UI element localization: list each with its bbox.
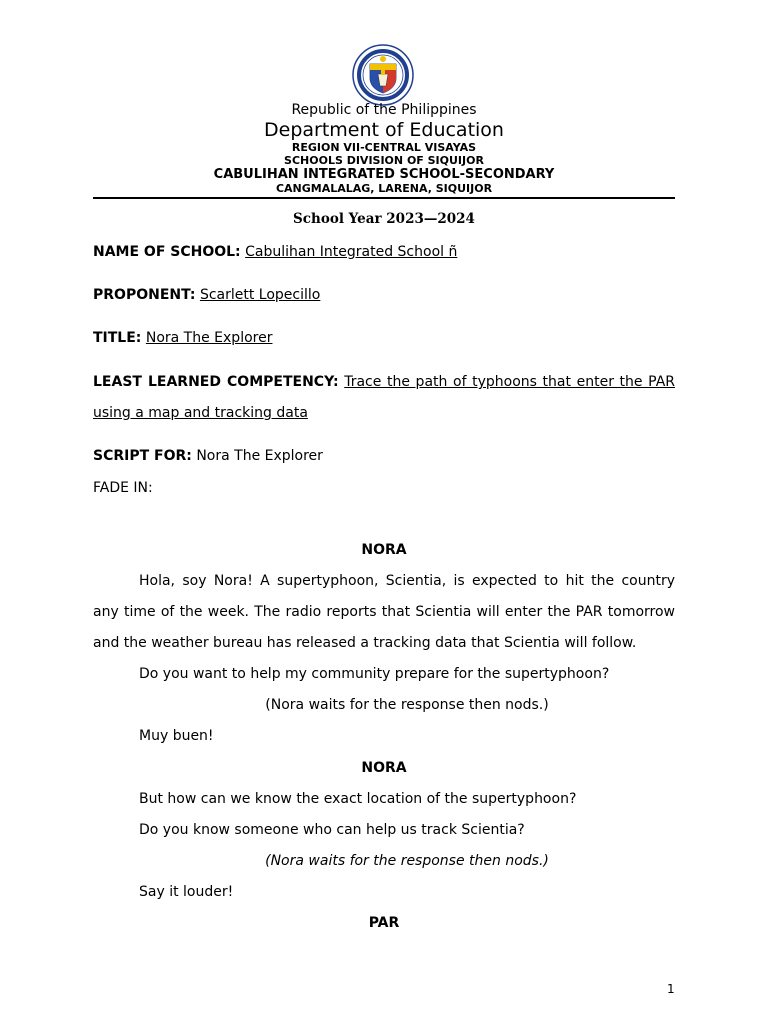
field-competency-continued (93, 404, 675, 422)
field-value: Scarlett Lopecillo (199, 287, 321, 303)
field-label: SCRIPT FOR: (93, 448, 192, 464)
address-heading: CANGMALALAG, LARENA, SIQUIJOR (275, 182, 493, 195)
stage-direction: (Nora waits for the response then nods.) (265, 697, 549, 713)
deped-seal-icon (348, 44, 418, 106)
dialogue-line: But how can we know the exact location of the supertyphoon? (139, 791, 577, 807)
field-value: Trace the path of typhoons that enter the PAR (344, 374, 675, 390)
school-heading: CABULIHAN INTEGRATED SCHOOL-SECONDARY (213, 167, 555, 182)
field-label: NAME OF SCHOOL: (93, 244, 241, 260)
stage-direction: (Nora waits for the response then nods.) (265, 853, 549, 869)
dialogue-line: Do you want to help my community prepare for the supertyphoon? (139, 666, 610, 682)
field-name-of-school (93, 243, 675, 261)
dialogue-line: Do you know someone who can help us track Scientia? (139, 822, 525, 838)
dialogue-line: Muy buen! (139, 728, 214, 744)
division-heading: SCHOOLS DIVISION OF SIQUIJOR (284, 154, 484, 167)
field-value: Cabulihan Integrated School ñ (245, 244, 458, 260)
field-competency (93, 373, 675, 391)
field-title (93, 329, 675, 347)
field-script-for (93, 447, 675, 465)
speaker-name: NORA (361, 542, 407, 558)
field-value: Nora The Explorer (196, 448, 323, 464)
field-label: TITLE: (93, 330, 142, 346)
field-value: using a map and tracking data (93, 405, 308, 421)
region-heading: REGION VII-CENTRAL VISAYAS (291, 141, 477, 154)
school-year: School Year 2023—2024 (293, 211, 475, 227)
republic-heading: Republic of the Philippines (291, 102, 477, 118)
field-proponent (93, 286, 675, 304)
speaker-name: NORA (361, 760, 407, 776)
dialogue-line: and the weather bureau has released a tracking data that Scientia will follow. (93, 635, 637, 651)
dialogue-line: any time of the week. The radio reports that Scientia will enter the PAR tomorrow (93, 604, 675, 620)
speaker-name: PAR (368, 915, 400, 931)
dialogue-line: Say it louder! (139, 884, 234, 900)
dialogue-line: Hola, soy Nora! A supertyphoon, Scientia, is expected to hit the country (139, 573, 675, 589)
fade-in-direction: FADE IN: (93, 480, 153, 496)
field-label: LEAST LEARNED COMPETENCY: (93, 374, 339, 390)
page-number: 1 (667, 982, 675, 996)
field-label: PROPONENT: (93, 287, 196, 303)
department-heading: Department of Education (264, 119, 504, 141)
header-divider (93, 197, 675, 199)
field-value: Nora The Explorer (145, 330, 273, 346)
